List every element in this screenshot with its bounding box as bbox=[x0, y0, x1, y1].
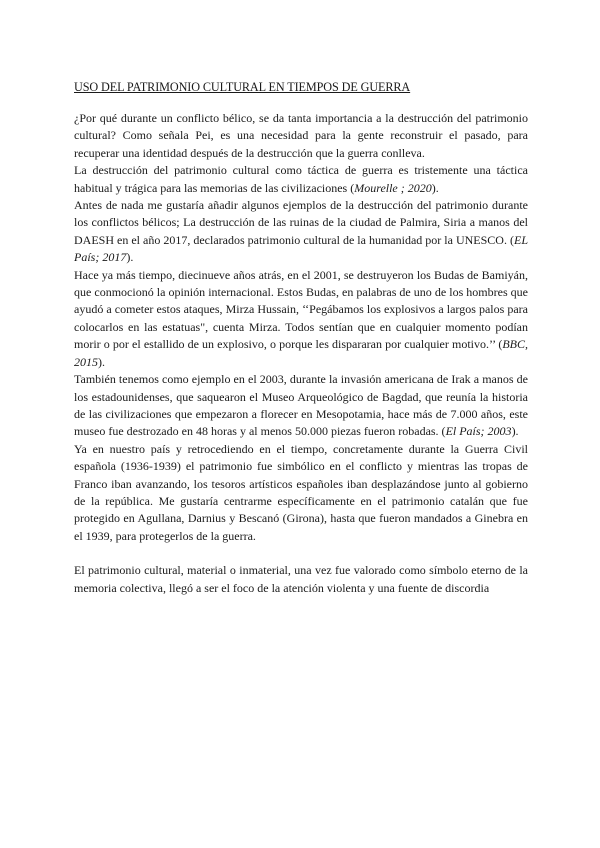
paragraph-text: Antes de nada me gustaría añadir algunos ejemplos de la destrucción del patrimonio durante los conflictos bélicos; La destrucción de las ruinas de la ciudad de Palmira, Siria a manos del DAESH en el año 2017, declarados patrimonio cultural de la humanidad por la UNESCO. ( bbox=[74, 198, 528, 247]
paragraph-text: También tenemos como ejemplo en el 2003, durante la invasión americana de Irak a manos de los estadounidenses, que saquearon el Museo Arqueológico de Bagdad, que reunía la historia de las civilizaciones que empezaron a florecer en Mesopotamia, hace más de 7.000 años, este museo fue destrozado en 48 horas y al menos 50.000 piezas fueron robadas. ( bbox=[74, 372, 528, 439]
paragraph-palmira bbox=[74, 197, 528, 267]
citation: Mourelle ; 2020 bbox=[354, 180, 432, 195]
citation: BBC, 2015 bbox=[74, 337, 528, 369]
paragraph-text-after: ). bbox=[98, 354, 105, 369]
blank-line bbox=[74, 545, 528, 562]
paragraph-bamiyan bbox=[74, 267, 528, 371]
paragraph-text-after: ). bbox=[431, 180, 439, 195]
paragraph-text: El patrimonio cultural, material o inmaterial, una vez fue valorado como símbolo eterno de la memoria colectiva, llegó a ser el foco de la atención violenta y una fuente de discordia bbox=[74, 563, 528, 595]
citation: El País; 2003 bbox=[445, 424, 512, 439]
paragraph-text: Hace ya más tiempo, diecinueve años atrás, en el 2001, se destruyeron los Budas de Bamiyán, que conmocionó la opinión internacional. Estos Budas, en palabras de uno de los hombres que ayudó a cometer estos ataques, Mirza Hussain, ‘‘Pegábamos los explosivos a largos palos para colocarlos en las estatuas", cuenta Mirza. Todos sentían que en cualquier momento podían morir o por el estallido de un explosivo, o porque les dispararan por cualquier motivo.’’ ( bbox=[74, 267, 528, 352]
paragraph-text: Ya en nuestro país y retrocediendo en el tiempo, concretamente durante la Guerra Civil española (1936-1939) el patrimonio fue simbólico en el conflicto y mientras las tropas de Franco iban avanzando, los tesoros artísticos españoles iban desplazándose junto al gobierno de la república. Me gustaría centrarme específicamente en el patrimonio catalán que fue protegido en Agullana, Darnius y Bescanó (Girona), hasta que fueron mandados a Ginebra en el 1939, para protegerlos de la guerra. bbox=[74, 441, 528, 543]
paragraph-text: ¿Por qué durante un conflicto bélico, se da tanta importancia a la destrucción del patrimonio cultural? Como señala Pei, es una necesidad para la gente reconstruir el pasado, para recuperar una identidad después de la destrucción que la guerra conlleva. bbox=[74, 111, 528, 160]
document-title: USO DEL PATRIMONIO CULTURAL EN TIEMPOS DE GUERRA bbox=[74, 80, 411, 94]
paragraph-text-after: ). bbox=[126, 250, 134, 265]
paragraph-tactic bbox=[74, 162, 528, 197]
paragraph-text: La destrucción del patrimonio cultural como táctica de guerra es tristemente una táctica habitual y trágica para las memorias de las civilizaciones ( bbox=[74, 163, 528, 195]
citation: EL País; 2017 bbox=[74, 232, 528, 265]
paragraph-closing bbox=[74, 562, 528, 597]
paragraph-guerra-civil bbox=[74, 441, 528, 545]
paragraph-text-after: ). bbox=[511, 424, 519, 439]
paragraph-intro bbox=[74, 110, 528, 162]
paragraph-bagdad bbox=[74, 371, 528, 441]
